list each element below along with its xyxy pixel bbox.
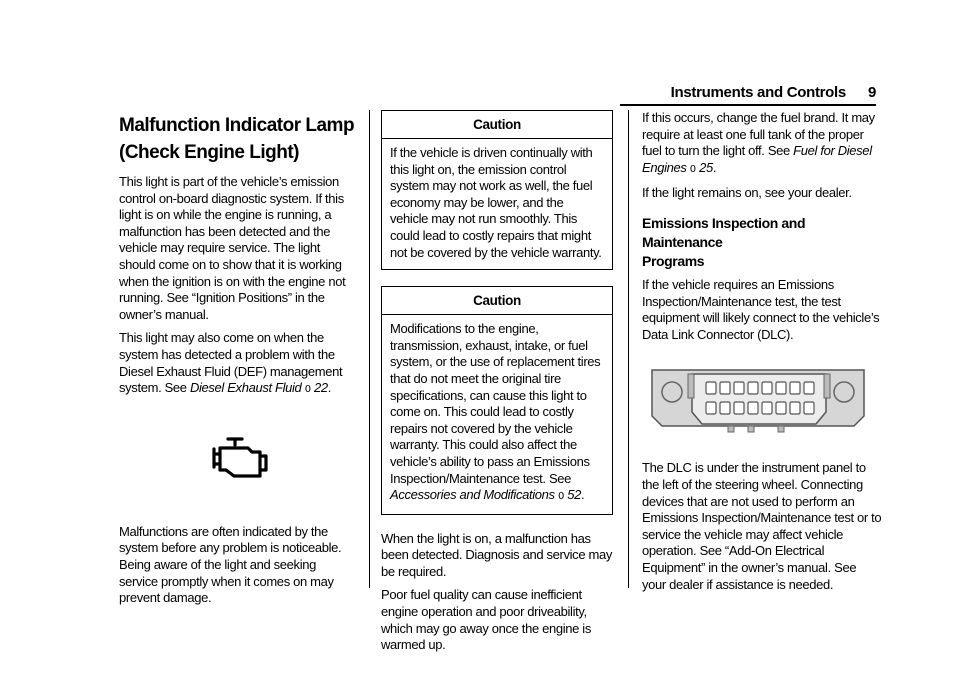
- page-ref-arrow: 0: [557, 491, 564, 503]
- column-1: [119, 110, 357, 614]
- cross-reference-link[interactable]: Accessories and Modifications: [390, 487, 555, 503]
- dlc-pin: [762, 402, 772, 414]
- dlc-connector-icon: [648, 362, 868, 448]
- cross-reference-link[interactable]: Fuel for Diesel Engines: [642, 143, 872, 175]
- page-number: 9: [867, 83, 876, 101]
- dlc-pin: [748, 402, 758, 414]
- column-2: [381, 110, 613, 661]
- caution-box: [381, 110, 613, 270]
- column-3: [642, 110, 882, 600]
- paragraph: When the light is on, a malfunction has been detected. Diagnosis and service may be required.: [381, 530, 612, 579]
- caution-text-body: Modifications to the engine, transmission, exhaust, intake, or fuel system, or the use of replacement tires that do not meet the original tire specifications, can cause this light to come on. This could lead to costly repairs not covered by the vehicle warranty. This could also affect the vehicle’s ability to pass an Emissions Inspection/Maintenance test. See: [390, 321, 601, 486]
- dlc-pin: [804, 382, 814, 394]
- dlc-pin: [776, 402, 786, 414]
- section-heading: [119, 112, 357, 166]
- subsection-heading: [642, 214, 882, 271]
- dlc-pin: [734, 402, 744, 414]
- paragraph: Malfunctions are often indicated by the system before any problem is noticeable. Being aware of the light and seeking service promptly when it comes on may prevent damage.: [119, 523, 342, 606]
- page-ref-arrow: 0: [304, 384, 311, 396]
- paragraph: If the vehicle requires an Emissions Inspection/Maintenance test, the test equipment will likely connect to the vehicle’s Data Link Connector (DLC).: [642, 276, 880, 342]
- punctuation: .: [581, 487, 585, 503]
- caution-text: [390, 321, 604, 506]
- paragraph: [642, 110, 882, 178]
- check-engine-figure: [119, 406, 357, 524]
- dlc-figure: [642, 350, 882, 460]
- running-header: [620, 80, 876, 104]
- cross-reference-link[interactable]: Diesel Exhaust Fluid: [189, 380, 302, 396]
- heading-line-2: (Check Engine Light): [119, 142, 299, 163]
- heading-line-1: Emissions Inspection and Maintenance: [642, 214, 806, 250]
- column-divider: [628, 110, 629, 588]
- page-reference[interactable]: 25: [699, 159, 713, 175]
- caution-text: If the vehicle is driven continually with this light on, the emission control system may not work as well, the fuel economy may be lower, and the vehicle may not run smoothly. This could lead to costly repairs that might not be covered by the vehicle warranty.: [390, 145, 602, 260]
- paragraph-text: This light may also come on when the system has detected a problem with the Diesel Exhaust Fluid (DEF) management system. See: [119, 330, 343, 396]
- page-reference[interactable]: 22: [313, 380, 328, 396]
- paragraph: If the light remains on, see your dealer.: [642, 185, 852, 201]
- paragraph: The DLC is under the instrument panel to the left of the steering wheel. Connecting devices that are not used to perform an Emissions Inspection/Maintenance test or to service the vehicle may affect vehicle operation. See “Add-On Electrical Equipment” in the owner’s manual. See your dealer if assistance is needed.: [642, 460, 882, 592]
- column-divider: [369, 110, 370, 588]
- paragraph: [119, 330, 357, 398]
- dlc-pin: [720, 402, 730, 414]
- dlc-pin: [748, 382, 758, 394]
- caution-box: [381, 286, 613, 515]
- dlc-pin: [734, 382, 744, 394]
- header-rule: [620, 104, 876, 106]
- dlc-pin: [790, 382, 800, 394]
- dlc-pin: [804, 402, 814, 414]
- heading-line-2: Programs: [642, 252, 705, 269]
- dlc-pin: [720, 382, 730, 394]
- page-ref-arrow: 0: [689, 163, 696, 175]
- caution-title: Caution: [382, 111, 612, 139]
- paragraph: Poor fuel quality can cause inefficient engine operation and poor driveability, which may go away once the engine is warmed up.: [381, 587, 591, 653]
- page-reference[interactable]: 52: [567, 487, 582, 503]
- dlc-pin: [762, 382, 772, 394]
- check-engine-icon: [208, 436, 270, 482]
- dlc-pin: [706, 402, 716, 414]
- caution-title: Caution: [382, 287, 612, 315]
- paragraph: This light is part of the vehicle’s emission control on-board diagnostic system. If this light is on while the engine is running, a malfunction has been detected and the vehicle may require service. The light should come on to show that it is working when the ignition is on with the engine not running. See “Ignition Positions” in the owner’s manual.: [119, 174, 346, 322]
- dlc-pin: [776, 382, 786, 394]
- dlc-pin: [790, 402, 800, 414]
- paragraph-text: If this occurs, change the fuel brand. It may require at least one full tank of the proper fuel to turn the light off. See: [642, 110, 875, 159]
- punctuation: .: [712, 159, 717, 175]
- section-title: Instruments and Controls: [670, 83, 846, 101]
- punctuation: .: [327, 380, 332, 396]
- dlc-pin: [706, 382, 716, 394]
- heading-line-1: Malfunction Indicator Lamp: [119, 115, 355, 136]
